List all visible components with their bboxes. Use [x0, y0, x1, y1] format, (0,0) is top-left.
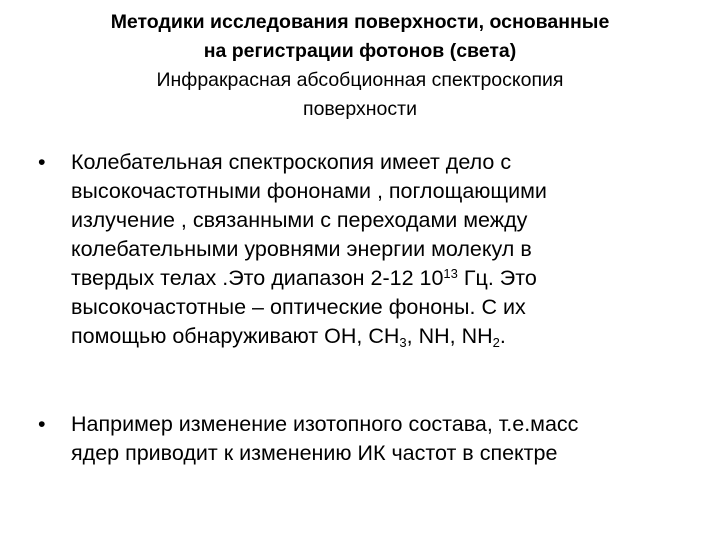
- subscript: 2: [492, 335, 500, 350]
- bullet-text-line: излучение , связанными с переходами между: [71, 208, 528, 232]
- text-run: помощью обнаруживают ОН, СН: [71, 324, 400, 348]
- slide-title: [40, 8, 680, 124]
- text-run: Гц. Это: [457, 266, 537, 290]
- text-run: твердых телах .Это диапазон 2-12 10: [71, 266, 444, 290]
- title-line-1: Методики исследования поверхности, основанные: [110, 11, 610, 33]
- text-run: .: [499, 324, 506, 348]
- bullet-list-1: [38, 148, 678, 351]
- text-run: , NH, NH: [406, 324, 493, 348]
- bullet-text-line: колебательными уровнями энергии молекул в: [71, 237, 532, 261]
- exponent: 13: [443, 266, 458, 281]
- bullet-text-line: ядер приводит к изменению ИК частот в спектре: [71, 441, 558, 465]
- bullet-text-line: высокочастотные – оптические фононы. С их: [71, 295, 526, 319]
- bullet-text-line: [71, 322, 678, 351]
- bullet-list-2: [38, 410, 678, 468]
- bullet-item-vibrational-spectroscopy: [38, 148, 678, 351]
- bullet-marker: •: [38, 150, 46, 174]
- subtitle-line-1: Инфракрасная абсобционная спектроскопия: [156, 69, 564, 91]
- bullet-text-line: высокочастотными фононами , поглощающими: [71, 179, 547, 203]
- title-line-2: на регистрации фотонов (света): [203, 40, 517, 62]
- subscript: 3: [399, 335, 407, 350]
- bullet-marker: •: [38, 412, 46, 436]
- bullet-item-isotope-example: [38, 410, 678, 468]
- bullet-text-line: [71, 264, 678, 293]
- bullet-text-line: Колебательная спектроскопия имеет дело с: [71, 150, 512, 174]
- subtitle-line-2: поверхности: [303, 98, 417, 120]
- bullet-text-line: Например изменение изотопного состава, т.е.масс: [71, 412, 579, 436]
